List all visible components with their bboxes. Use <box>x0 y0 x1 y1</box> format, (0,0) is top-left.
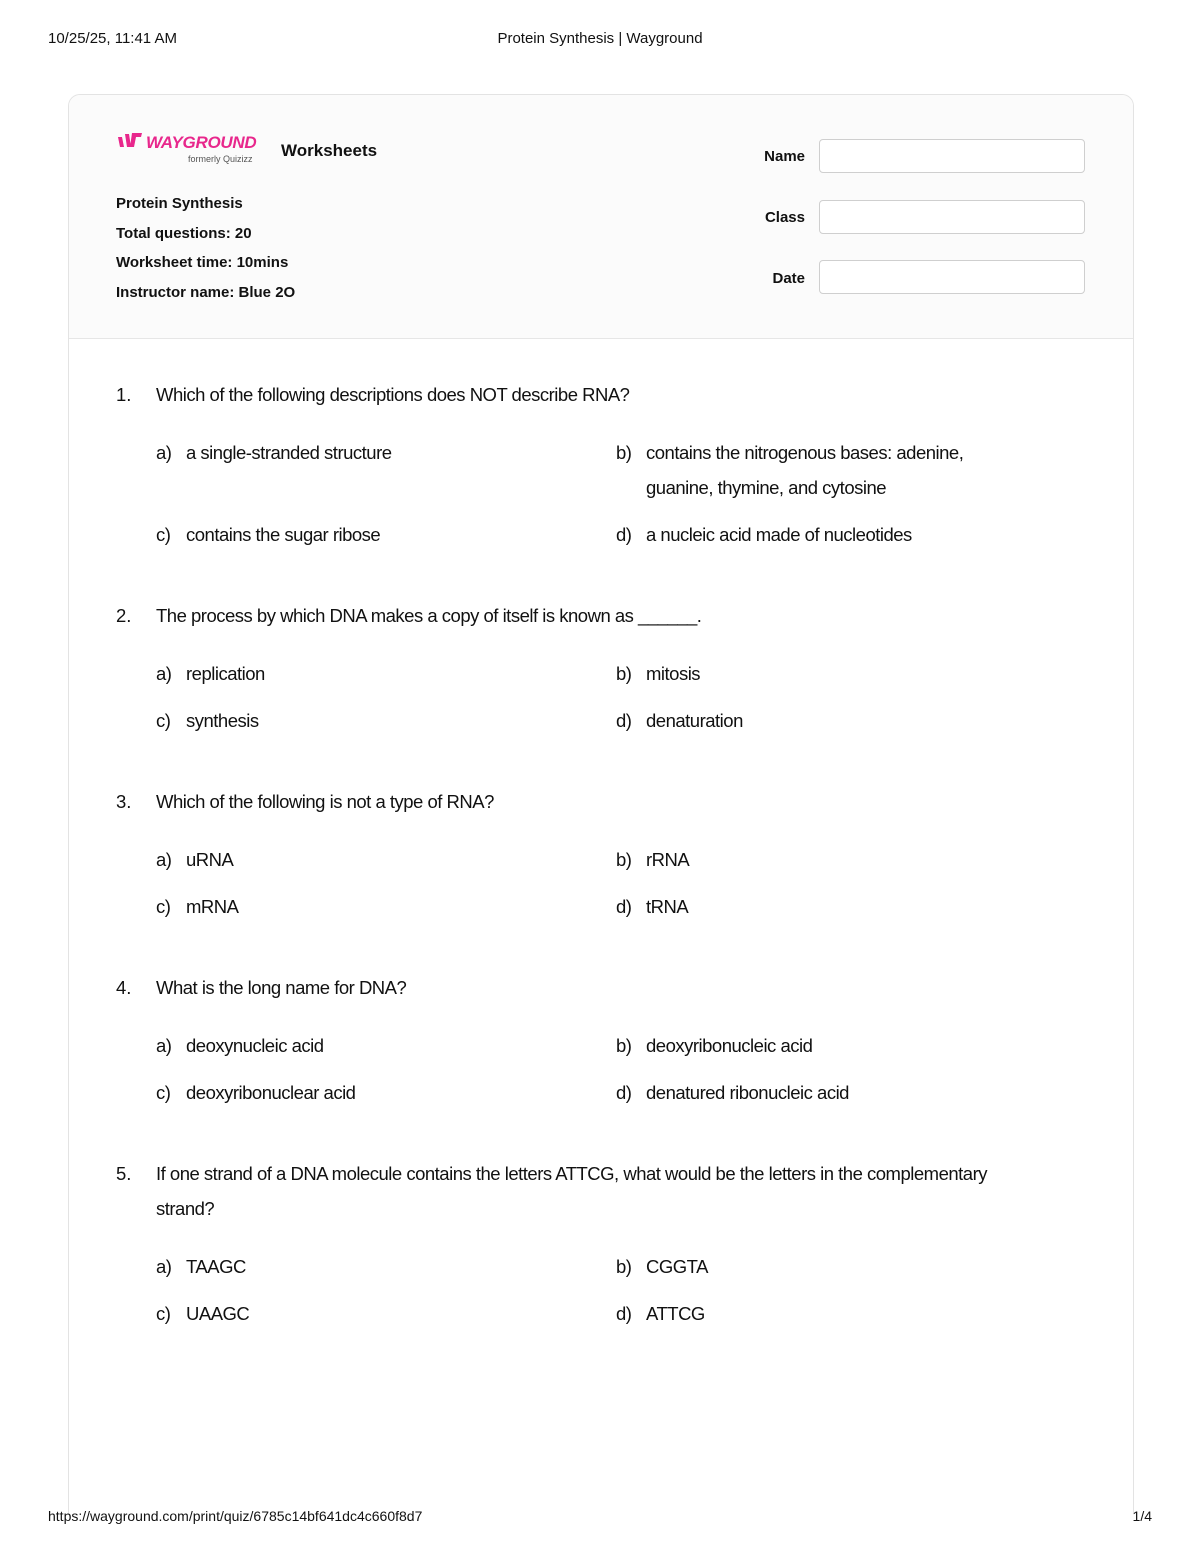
option-text: contains the nitrogenous bases: adenine, guanine, thymine, and cytosine <box>646 442 964 498</box>
option-text: mRNA <box>186 896 239 917</box>
option-letter: a) <box>156 663 172 684</box>
option-letter: c) <box>156 1303 171 1324</box>
option-c <box>156 1296 616 1331</box>
option-b <box>616 1028 1076 1063</box>
option-c <box>156 889 616 924</box>
option-letter: a) <box>156 1256 172 1277</box>
question-1 <box>116 377 1076 552</box>
print-url: https://wayground.com/print/quiz/6785c14bf641dc4c660f8d7 <box>48 1508 423 1524</box>
question-number: 5. <box>116 1163 132 1184</box>
logo-subtext: formerly Quizizz <box>188 154 253 164</box>
option-letter: d) <box>616 1303 632 1324</box>
option-text: mitosis <box>646 663 701 684</box>
option-a <box>156 435 616 505</box>
section-label: Worksheets <box>281 141 378 160</box>
option-text: denatured ribonucleic acid <box>646 1082 849 1103</box>
question-4 <box>116 970 1076 1110</box>
option-b <box>616 435 1076 505</box>
class-label: Class <box>764 209 805 226</box>
option-text: denaturation <box>646 710 743 731</box>
option-d <box>616 1296 1076 1331</box>
option-a <box>156 656 616 691</box>
print-header <box>48 30 1152 50</box>
option-text: ATTCG <box>646 1303 705 1324</box>
print-datetime: 10/25/25, 11:41 AM <box>48 30 177 47</box>
option-text: deoxynucleic acid <box>186 1035 324 1056</box>
worksheet-title: Protein Synthesis <box>116 195 243 212</box>
question-list <box>116 377 1076 1331</box>
worksheet-header <box>69 95 1133 339</box>
question-text: If one strand of a DNA molecule contains the letters ATTCG, what would be the letters in the complementary strand? <box>156 1163 987 1219</box>
option-text: UAAGC <box>186 1303 250 1324</box>
option-letter: a) <box>156 442 172 463</box>
page-number: 1/4 <box>1132 1508 1152 1524</box>
question-text: What is the long name for DNA? <box>156 977 407 998</box>
worksheet-info <box>116 195 295 313</box>
option-letter: a) <box>156 849 172 870</box>
wayground-logo-icon <box>116 131 144 151</box>
option-b <box>616 1249 1076 1284</box>
print-page-title: Protein Synthesis | Wayground <box>497 30 703 47</box>
option-text: contains the sugar ribose <box>186 524 381 545</box>
question-text: The process by which DNA makes a copy of itself is known as ______. <box>156 605 702 626</box>
option-letter: b) <box>616 849 632 870</box>
answer-options <box>156 656 1076 738</box>
option-letter: d) <box>616 710 632 731</box>
question-number: 4. <box>116 977 132 998</box>
question-text: Which of the following is not a type of RNA? <box>156 791 494 812</box>
option-c <box>156 517 616 552</box>
option-c <box>156 703 616 738</box>
option-letter: d) <box>616 524 632 545</box>
question-number: 3. <box>116 791 132 812</box>
name-label: Name <box>764 148 805 165</box>
option-text: tRNA <box>646 896 689 917</box>
question-number: 2. <box>116 605 132 626</box>
option-text: CGGTA <box>646 1256 708 1277</box>
option-text: deoxyribonuclear acid <box>186 1082 356 1103</box>
instructor-name: Instructor name: Blue 2O <box>116 283 296 301</box>
worksheet-time: Worksheet time: 10mins <box>116 254 289 271</box>
option-text: a single-stranded structure <box>186 442 392 463</box>
option-d <box>616 703 1076 738</box>
option-text: replication <box>186 663 265 684</box>
option-d <box>616 517 1076 552</box>
option-letter: a) <box>156 1035 172 1056</box>
option-a <box>156 842 616 877</box>
option-text: uRNA <box>186 849 234 870</box>
option-letter: c) <box>156 1082 171 1103</box>
option-letter: d) <box>616 1082 632 1103</box>
option-a <box>156 1249 616 1284</box>
option-d <box>616 889 1076 924</box>
class-field[interactable] <box>819 200 1085 234</box>
option-c <box>156 1075 616 1110</box>
option-b <box>616 656 1076 691</box>
option-letter: d) <box>616 896 632 917</box>
option-letter: b) <box>616 442 632 463</box>
name-field[interactable] <box>819 139 1085 173</box>
option-letter: b) <box>616 1035 632 1056</box>
option-text: deoxyribonucleic acid <box>646 1035 813 1056</box>
question-3 <box>116 784 1076 924</box>
option-text: TAAGC <box>186 1256 246 1277</box>
option-letter: c) <box>156 524 171 545</box>
answer-options <box>156 435 1076 552</box>
total-questions: Total questions: 20 <box>116 224 252 242</box>
option-d <box>616 1075 1076 1110</box>
question-2 <box>116 598 1076 738</box>
answer-options <box>156 1249 1076 1331</box>
option-b <box>616 842 1076 877</box>
date-label: Date <box>772 270 805 287</box>
option-letter: c) <box>156 710 171 731</box>
option-text: synthesis <box>186 710 259 731</box>
answer-options <box>156 842 1076 924</box>
question-5 <box>116 1156 1076 1331</box>
option-letter: c) <box>156 896 171 917</box>
option-letter: b) <box>616 1256 632 1277</box>
option-text: rRNA <box>646 849 690 870</box>
option-text: a nucleic acid made of nucleotides <box>646 524 912 545</box>
option-letter: b) <box>616 663 632 684</box>
question-text: Which of the following descriptions does NOT describe RNA? <box>156 384 630 405</box>
question-number: 1. <box>116 384 132 405</box>
answer-options <box>156 1028 1076 1110</box>
logo-text: WAYGROUND <box>146 133 257 152</box>
date-field[interactable] <box>819 260 1085 294</box>
option-a <box>156 1028 616 1063</box>
worksheet-card <box>68 94 1134 1514</box>
